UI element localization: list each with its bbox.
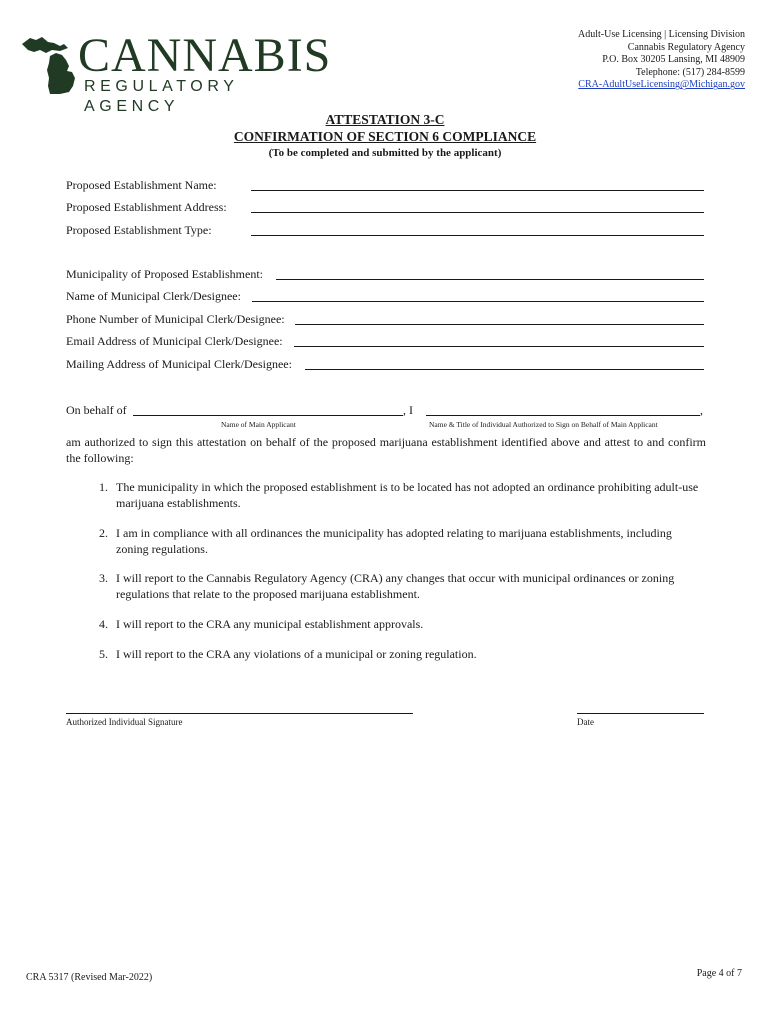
list-item-number: 4. xyxy=(99,617,108,631)
list-item-number: 3. xyxy=(99,571,108,585)
clerk-phone-field[interactable] xyxy=(295,324,704,325)
municipality-field[interactable] xyxy=(276,279,704,280)
list-item xyxy=(0,571,770,603)
establishment-type-label: Proposed Establishment Type: xyxy=(66,223,212,237)
document-subtitle: CONFIRMATION OF SECTION 6 COMPLIANCE xyxy=(233,129,537,144)
clerk-name-field[interactable] xyxy=(252,301,704,302)
list-item-number: 2. xyxy=(99,526,108,540)
list-item-number: 1. xyxy=(99,480,108,494)
form-id: CRA 5317 (Revised Mar-2022) xyxy=(26,972,153,983)
contact-email-link[interactable]: CRA-AdultUseLicensing@Michigan.gov xyxy=(578,79,745,91)
document-title: ATTESTATION 3-C xyxy=(325,112,445,127)
signature-caption: Authorized Individual Signature xyxy=(66,717,183,727)
clerk-mailing-field[interactable] xyxy=(305,369,704,370)
contact-line: Cannabis Regulatory Agency xyxy=(627,41,745,53)
establishment-type-field[interactable] xyxy=(251,235,704,236)
list-item-text: The municipality in which the proposed establishment is to be located has not adopted an ordinance prohibiting adult-use marijuana establishments. xyxy=(116,480,699,510)
clerk-name-label: Name of Municipal Clerk/Designee: xyxy=(66,289,241,303)
establishment-name-field[interactable] xyxy=(251,190,704,191)
trailing-comma: , xyxy=(700,403,703,417)
date-field[interactable] xyxy=(577,713,704,714)
establishment-address-label: Proposed Establishment Address: xyxy=(66,200,227,214)
municipality-label: Municipality of Proposed Establishment: xyxy=(66,267,263,281)
authorized-individual-caption: Name & Title of Individual Authorized to Sign on Behalf of Main Applicant xyxy=(429,420,658,429)
clerk-mailing-label: Mailing Address of Municipal Clerk/Designee: xyxy=(66,357,292,371)
list-item xyxy=(0,647,770,663)
clerk-phone-label: Phone Number of Municipal Clerk/Designee: xyxy=(66,312,285,326)
authorized-individual-field[interactable] xyxy=(426,415,700,416)
logo-subtitle: REGULATORY AGENCY xyxy=(84,78,239,115)
document-instruction: (To be completed and submitted by the applicant) xyxy=(268,147,502,159)
on-behalf-label: On behalf of xyxy=(66,403,127,417)
main-applicant-caption: Name of Main Applicant xyxy=(221,420,296,429)
clerk-email-field[interactable] xyxy=(294,346,704,347)
contact-line: Adult-Use Licensing | Licensing Division xyxy=(578,29,745,40)
list-item-text: I will report to the Cannabis Regulatory Agency (CRA) any changes that occur with municipal ordinances or zoning regulations that relate to the proposed marijuana establishment. xyxy=(116,571,675,601)
list-item xyxy=(0,617,770,633)
list-item-text: I will report to the CRA any violations of a municipal or zoning regulation. xyxy=(116,647,477,661)
establishment-address-field[interactable] xyxy=(251,212,704,213)
document-titles xyxy=(0,112,770,161)
establishment-name-label: Proposed Establishment Name: xyxy=(66,178,217,192)
michigan-map-icon xyxy=(20,34,80,96)
attestation-statement: am authorized to sign this attestation on behalf of the proposed marijuana establishment identified above and attest to and confirm the following: xyxy=(66,435,706,465)
logo-title: CANNABIS xyxy=(78,29,332,82)
list-item-number: 5. xyxy=(99,647,108,661)
contact-line: Telephone: (517) 284-8599 xyxy=(635,66,745,78)
date-caption: Date xyxy=(577,717,594,727)
contact-line: P.O. Box 30205 Lansing, MI 48909 xyxy=(602,54,745,66)
list-item-text: I will report to the CRA any municipal establishment approvals. xyxy=(116,617,424,631)
list-item xyxy=(0,526,770,558)
list-item xyxy=(0,480,770,512)
clerk-email-label: Email Address of Municipal Clerk/Designee: xyxy=(66,334,283,348)
comma-i-label: , I xyxy=(403,403,413,417)
contact-block xyxy=(578,29,745,92)
main-applicant-field[interactable] xyxy=(133,415,403,416)
page-number: Page 4 of 7 xyxy=(696,968,742,979)
signature-field[interactable] xyxy=(66,713,413,714)
agency-logo xyxy=(20,29,332,115)
list-item-text: I am in compliance with all ordinances the municipality has adopted relating to marijuana establishments, including zoning regulations. xyxy=(116,526,672,556)
